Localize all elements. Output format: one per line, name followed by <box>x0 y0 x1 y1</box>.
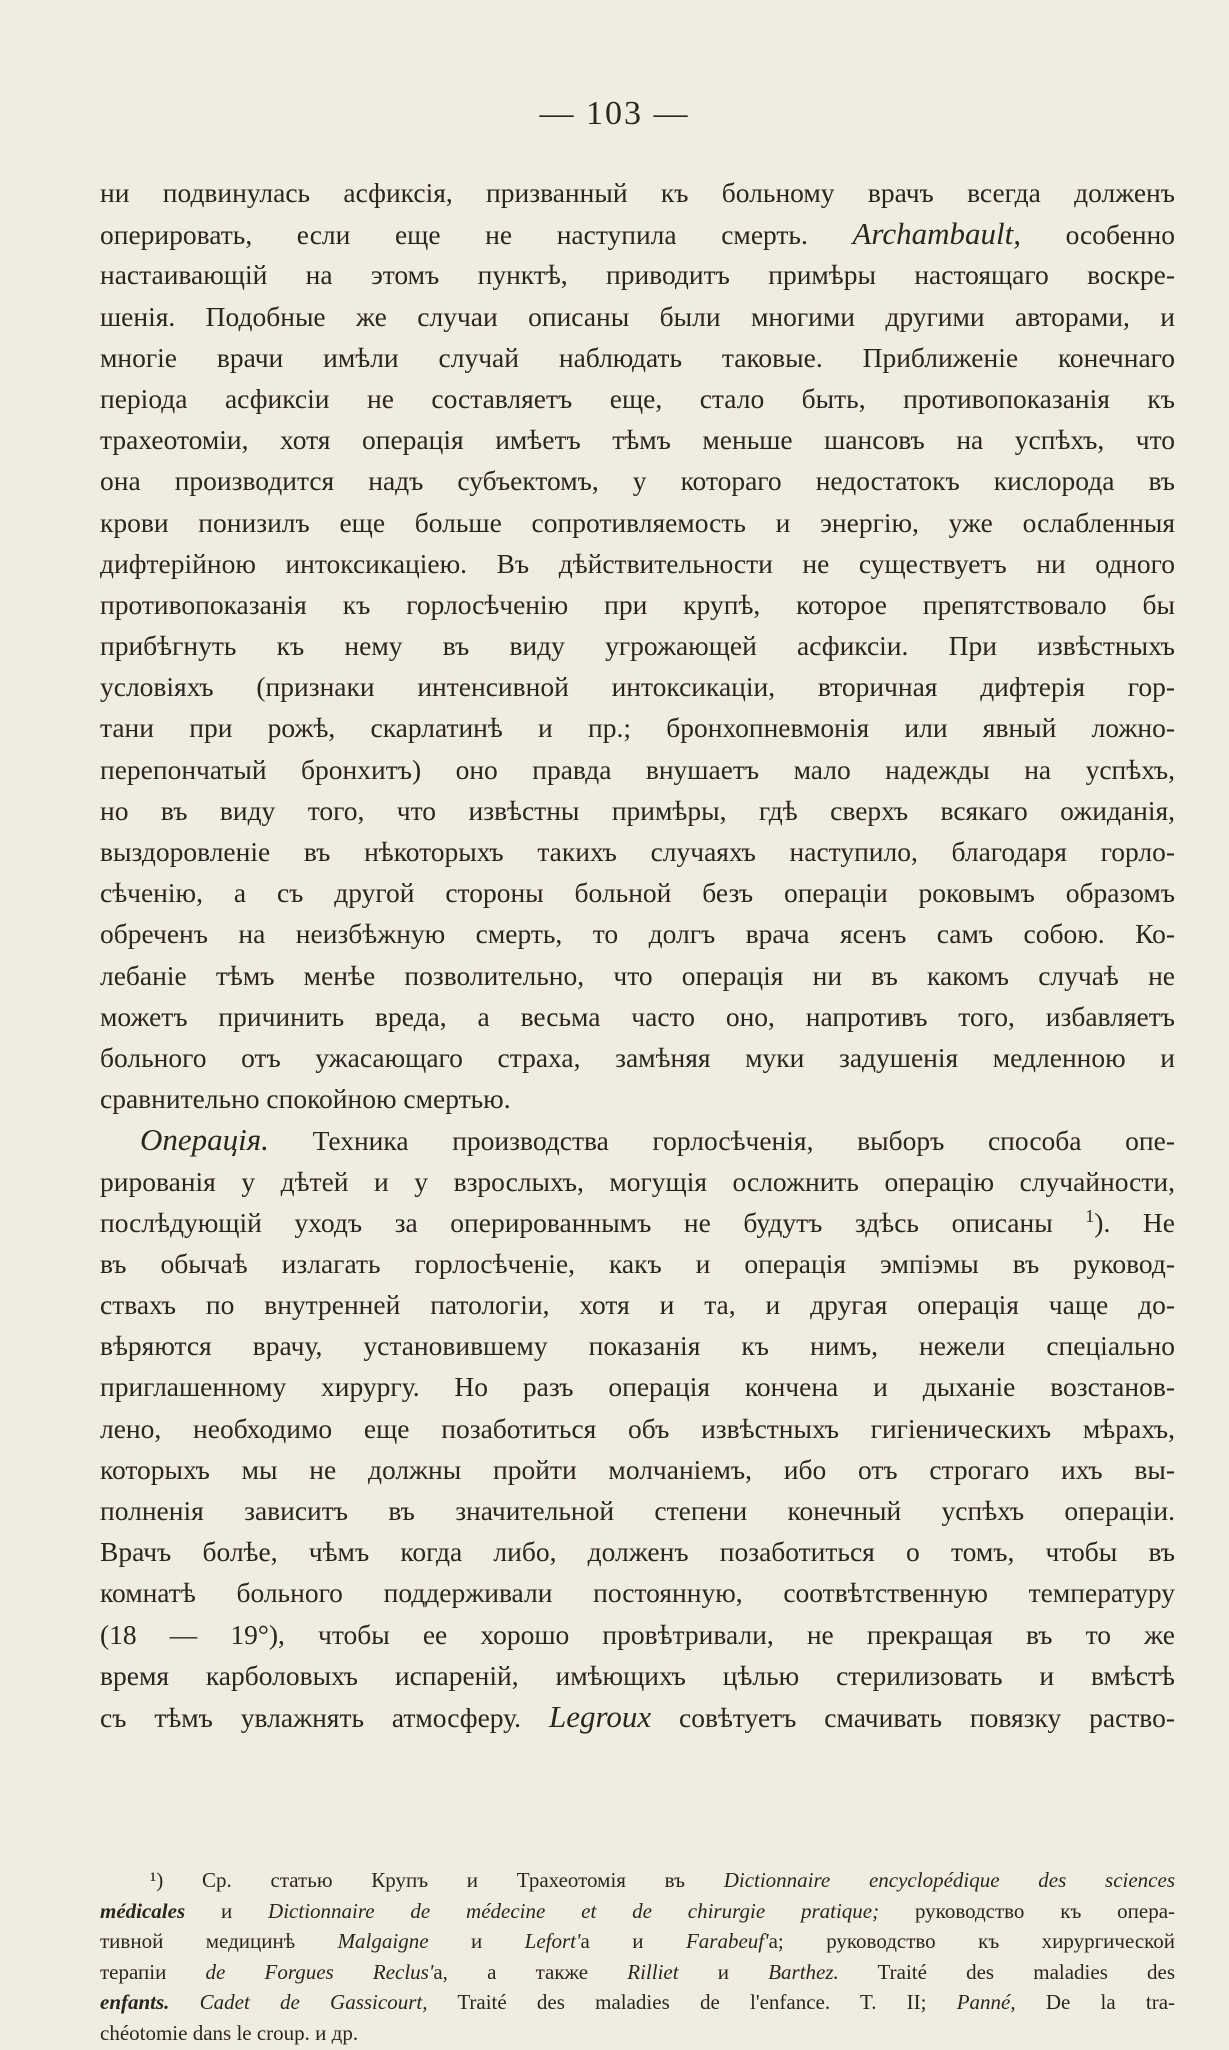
text-line: (18 — 19°), чтобы ее хорошо провѣтривали, не прекращая въ то же <box>100 1618 1175 1650</box>
text-line: которыхъ мы не должны пройти молчаніемъ, ибо отъ строгаго ихъ вы- <box>100 1453 1175 1485</box>
text-line: сѣченію, а съ другой стороны больной безъ операціи роковымъ образомъ <box>100 877 1175 909</box>
text-line: ни подвинулась асфиксія, призванный къ больному врачъ всегда долженъ <box>100 177 1175 208</box>
author-name: Archambault, <box>852 216 1021 252</box>
text-line: прибѣгнуть къ нему въ виду угрожающей асфиксіи. При извѣстныхъ <box>100 630 1175 662</box>
text-line: противопоказанія къ горлосѣченію при крупѣ, которое препятствовало бы <box>100 588 1175 620</box>
text-line: многіе врачи имѣли случай наблюдать таковые. Приближеніе конечнаго <box>100 341 1175 373</box>
text-line: лено, необходимо еще позаботиться объ извѣстныхъ гигіеническихъ мѣрахъ, <box>100 1412 1175 1444</box>
text-line: сравнительно спокойною смертью. <box>100 1083 511 1115</box>
text-line: перепончатый бронхитъ) оно правда внушаетъ мало надежды на успѣхъ, <box>100 753 1175 785</box>
text-line: она производится надъ субъектомъ, у котораго недостатокъ кислорода въ <box>100 465 1175 497</box>
text-line: шенія. Подобные же случаи описаны были многими другими авторами, и <box>100 300 1175 332</box>
text-line: Операція. Техника производства горлосѣченія, выборъ способа опе- <box>140 1122 1176 1158</box>
text-line: настаивающій на этомъ пунктѣ, приводитъ примѣры настоящаго воскре- <box>100 259 1175 291</box>
text-line: ствахъ по внутренней патологіи, хотя и та, и другая операція чаще до- <box>100 1289 1175 1321</box>
text-line: комнатѣ больного поддерживали постоянную, соотвѣтственную температуру <box>100 1577 1175 1609</box>
text-line: Врачъ болѣе, чѣмъ когда либо, долженъ позаботиться о томъ, чтобы въ <box>100 1536 1175 1568</box>
footnote-line: chéotomie dans le croup. и др. <box>100 2020 359 2045</box>
text-line: условіяхъ (признаки интенсивной интоксикаціи, вторичная дифтерія гор- <box>100 671 1175 703</box>
text-line: оперировать, если еще не наступила смерть. Archambault, особенно <box>100 216 1176 252</box>
text-line: можетъ причинить вреда, а весьма часто оно, напротивъ того, избавляетъ <box>100 1000 1175 1032</box>
text-line: крови понизилъ еще больше сопротивляемость и энергію, уже ослабленныя <box>100 506 1175 538</box>
text-line: вѣряются врачу, установившему показанія къ нимъ, нежели спеціально <box>100 1330 1175 1362</box>
section-heading: Операція. <box>140 1122 269 1158</box>
footnote-marker: 1 <box>1085 1205 1095 1226</box>
text-line: послѣдующій уходъ за оперированнымъ не будутъ здѣсь описаны $^1$). Не <box>100 1205 1175 1238</box>
footnote <box>100 1865 1175 2048</box>
footnote-line: ¹) Ср. статью Крупъ и Трахеотомія въ Dictionnaire encyclopédique des sciences <box>150 1868 1175 1892</box>
text-line: но въ виду того, что извѣстны примѣры, гдѣ сверхъ всякаго ожиданія, <box>100 794 1175 826</box>
page-number: — 103 — <box>539 95 690 132</box>
text-line: полненія зависитъ въ значительной степени конечный успѣхъ операціи. <box>100 1495 1175 1526</box>
text-line: обреченъ на неизбѣжную смерть, то долгъ врача ясенъ самъ собою. Ко- <box>100 918 1175 950</box>
footnote-line: médicales и Dictionnaire de médecine et de chirurgie pratique; руководство къ опера- <box>100 1898 1176 1923</box>
footnote-line: тивной медицинѣ Malgaigne и Lefort'а и Farabeuf'а; руководство къ хирургической <box>100 1929 1176 1953</box>
text-line: дифтерійною интоксикаціею. Въ дѣйствительности не существуетъ ни одного <box>100 547 1175 579</box>
text-line: приглашенному хирургу. Но разъ операція кончена и дыханіе возстанов- <box>100 1371 1175 1403</box>
footnote-line: терапіи de Forgues Reclus'а, а также Rilliet и Barthez. Traité des maladies des <box>100 1959 1176 1984</box>
text-line: тани при рожѣ, скарлатинѣ и пр.; бронхопневмонія или явный ложно- <box>100 712 1175 744</box>
footnote-line: enfants. Cadet de Gassicourt, Traité des maladies de l'enfance. T. II; Panné, De la tra- <box>100 1990 1176 2014</box>
text-line: рированія у дѣтей и у взрослыхъ, могущія осложнить операцію случайности, <box>100 1165 1175 1197</box>
text-line: трахеотоміи, хотя операція имѣетъ тѣмъ меньше шансовъ на успѣхъ, что <box>100 424 1175 456</box>
author-name: Legroux <box>548 1698 652 1734</box>
text-line: время карболовыхъ испареній, имѣющихъ цѣлью стерилизовать и вмѣстѣ <box>100 1659 1175 1691</box>
text-line: съ тѣмъ увлажнять атмосферу. Legroux совѣтуетъ смачивать повязку раство- <box>100 1698 1176 1734</box>
body-text <box>100 172 1175 1737</box>
text-line: больного отъ ужасающаго страха, замѣняя муки задушенія медленною и <box>100 1041 1175 1073</box>
text-line: лебаніе тѣмъ менѣе позволительно, что операція ни въ какомъ случаѣ не <box>100 959 1175 991</box>
text-line: въ обычаѣ излагать горлосѣченіе, какъ и операція эмпіэмы въ руковод- <box>100 1247 1175 1279</box>
text-line: выздоровленіе въ нѣкоторыхъ такихъ случаяхъ наступило, благодаря горло- <box>100 836 1175 867</box>
text-line: періода асфиксіи не составляетъ еще, стало быть, противопоказанія къ <box>100 382 1175 414</box>
